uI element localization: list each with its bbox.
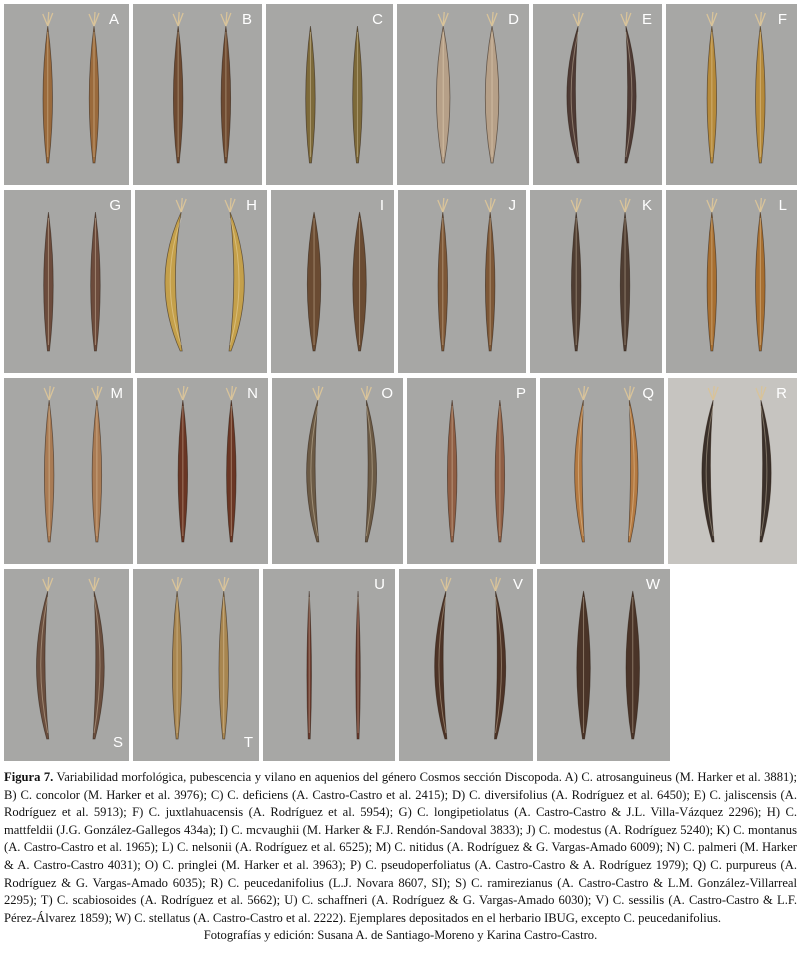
panel-s [4,569,129,761]
achene [625,26,636,163]
achene-photo [271,190,394,373]
achene-photo [666,4,797,185]
achene-photo [137,378,268,564]
pappus-awns [708,386,718,400]
achene [628,400,638,542]
panel-b [133,4,262,185]
pappus-awns [485,198,495,212]
pappus-awns [226,386,236,400]
panel-label: J [508,197,516,214]
pappus-awns [624,386,634,400]
pappus-awns [441,577,451,591]
panel-u [263,569,395,761]
achene-photo [133,4,262,185]
pappus-awns [173,12,183,26]
achene [365,400,376,542]
panel-f [666,4,797,185]
pappus-awns [313,386,323,400]
achene-photo [668,378,797,564]
achene-photo [397,4,529,185]
achene-photo [272,378,403,564]
panel-q [540,378,664,564]
achene-photo [398,190,526,373]
panel-label: P [515,385,526,402]
pappus-awns [361,386,371,400]
pappus-awns [438,198,448,212]
achene-photo [4,378,133,564]
pappus-awns [755,198,765,212]
pappus-awns [756,386,766,400]
panel-label: Q [642,385,654,402]
pappus-awns [89,12,99,26]
panel-label: O [381,385,393,402]
panel-g [4,190,131,373]
achene-photo [540,378,664,564]
achene [575,400,585,542]
achene-photo [133,569,259,761]
panel-label: N [247,385,258,402]
panel-k [530,190,662,373]
panel-e [533,4,662,185]
panel-label: L [778,197,787,214]
pappus-awns [755,12,765,26]
caption-credit: Fotografías y edición: Susana A. de Santiago-Moreno y Karina Castro-Castro. [203,928,598,943]
pappus-awns [621,12,631,26]
pappus-awns [219,577,229,591]
panel-label: B [241,11,252,28]
achene [760,400,771,542]
panel-label: E [641,11,652,28]
panel-label: G [109,197,121,214]
panel-n [137,378,268,564]
achene [702,400,714,542]
panel-label: I [379,197,384,214]
achene [229,212,244,351]
achene-photo [135,190,267,373]
achene-photo [533,4,662,185]
achene-photo [4,190,131,373]
pappus-awns [578,386,588,400]
pappus-awns [620,198,630,212]
panel-v [399,569,533,761]
panel-a [4,4,129,185]
achene-photo [666,190,797,373]
panel-label: C [372,11,383,28]
pappus-awns [571,198,581,212]
panel-r [668,378,797,564]
panel-p [407,378,536,564]
panel-label: T [243,734,253,751]
achene [494,591,505,739]
panel-label: M [110,385,123,402]
pappus-awns [490,577,500,591]
achene-photo [4,4,129,185]
panel-t [133,569,259,761]
panel-label: H [246,197,257,214]
pappus-awns [573,12,583,26]
achene [36,591,48,739]
pappus-awns [172,577,182,591]
achene-photo [263,569,395,761]
achene [165,212,182,351]
panel-h [135,190,267,373]
panel-label: W [645,576,660,593]
panel-d [397,4,529,185]
panel-label: R [776,385,787,402]
achene-photo [266,4,393,185]
panel-label: A [108,11,119,28]
pappus-awns [707,198,717,212]
panel-m [4,378,133,564]
panel-l [666,190,797,373]
pappus-awns [176,198,186,212]
caption-text: Variabilidad morfológica, pubescencia y vilano en aquenios del género Cosmos sección Discopoda. A) C. atrosanguineus (M. Harker et al. 3881); B) C. concolor (M. Harker et al. 3976); C) C. deficiens (A. Castro-Castro et al. 2415); D) C. diversifolius (A. Rodríguez et al. 6450); E) C. jaliscensis (A. Rodríguez et al. 5913); F) C. juxtlahuacensis (A. Rodríguez et al. 5954); G) C. longipetiolatus (A. Castro-Castro & J.L. Villa-Vázquez 2296); H) C. mattfeldii (J.G. González-Gallegos 434a); I) C. mcvaughii (M. Harker & F.J. Rendón-Sandoval 3833); J) C. modestus (A. Rodríguez 5240); K) C. montanus (A. Castro-Castro et al. 1965); L) C. nelsonii (A. Rodríguez et al. 6525); M) C. nitidus (A. Rodríguez & G. Vargas-Amado 6009); N) C. palmeri (M. Harker & A. Castro-Castro 4031); O) C. pringlei (M. Harker et al. 3963); P) C. pseudoperfoliatus (A. Castro-Castro & A. Rodríguez 1979); Q) C. purpureus (A. Rodríguez & G. Vargas-Amado 6035); R) C. peucedanifolius (L.J. Novara 8607, SI); S) C. ramirezianus (A. Castro-Castro & L.M. González-Villarreal 2295); T) C. scabiosoides (A. Rodríguez et al. 5662); U) C. schaffneri (A. Rodríguez & G. Vargas-Amado 6030); V) C. sessilis (A. Castro-Castro & L.F. Pérez-Álvarez 1859); W) C. stellatus (A. Castro-Castro et al. 2222). Ejemplares depositados en el herbario IBUG, excepto C. peucedanifolius. [4,770,797,925]
panel-j [398,190,526,373]
figure-label: Figura 7. [4,770,54,784]
achene [435,591,447,739]
pappus-awns [43,577,53,591]
pappus-awns [92,386,102,400]
panel-w [537,569,670,761]
pappus-awns [707,12,717,26]
pappus-awns [44,386,54,400]
achene [567,26,579,163]
achene [93,591,104,739]
pappus-awns [178,386,188,400]
pappus-awns [43,12,53,26]
panel-label: K [641,197,652,214]
achene [307,400,319,542]
achene-photo [4,569,129,761]
pappus-awns [225,198,235,212]
pappus-awns [487,12,497,26]
panel-i [271,190,394,373]
panel-o [272,378,403,564]
achene-photo [407,378,536,564]
achene-photo [530,190,662,373]
panel-label: S [112,734,123,751]
achene-photo [399,569,533,761]
panel-label: F [777,11,787,28]
panel-label: U [374,576,385,593]
pappus-awns [438,12,448,26]
figure-caption [4,769,797,945]
panel-c [266,4,393,185]
achene-photo [537,569,670,761]
pappus-awns [221,12,231,26]
pappus-awns [89,577,99,591]
panel-label: V [512,576,523,593]
panel-label: D [508,11,519,28]
